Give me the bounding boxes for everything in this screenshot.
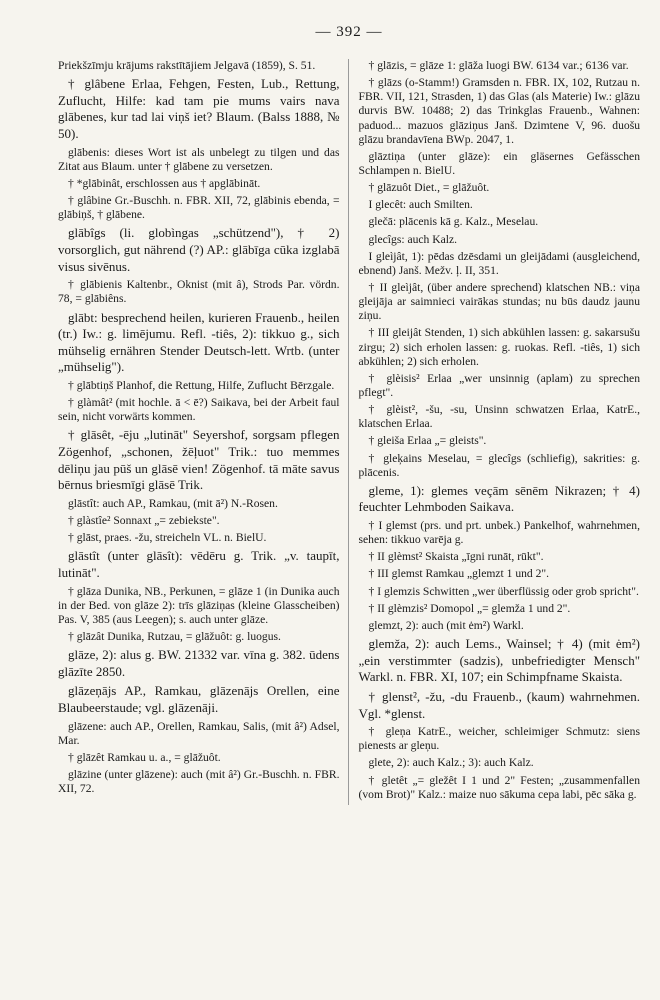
dictionary-entry: † glenst², -žu, -du Frauenb., (kaum) wahrnehmen. Vgl. *glenst. bbox=[358, 688, 640, 721]
dictionary-entry: † glèisis² Erlaa „wer unsinnig (aplam) zu sprechen pflegt". bbox=[358, 371, 640, 399]
dictionary-entry: I gleìjât, 1): pēdas dzēsdami un gleijādami (ausgleichend, ebnend) Janš. Mežv. ļ. II, 351. bbox=[358, 249, 640, 277]
dictionary-entry: † gleņa KatrE., weicher, schleimiger Schmutz: siens pienests ar gleņu. bbox=[358, 725, 640, 753]
page-number: — 392 — bbox=[315, 24, 383, 40]
dictionary-entry: glāstît: auch AP., Ramkau, (mit ā²) N.-Rosen. bbox=[68, 496, 278, 510]
dictionary-entry: † gleķains Meselau, = glecîgs (schliefig), sakrities: g. plācenis. bbox=[358, 451, 640, 479]
dictionary-entry: † glāzêt Ramkau u. a., = glāžuôt. bbox=[68, 750, 221, 764]
dictionary-entry: glāze, 2): alus g. BW. 21332 var. vīna g. 382. ūdens glāzīte 2850. bbox=[58, 647, 340, 679]
dictionary-entry: glābenis: dieses Wort ist als unbelegt zu tilgen und das Zitat aus Blaum. unter † glābene zu versetzen. bbox=[58, 145, 340, 173]
dictionary-entry: I glecêt: auch Smilten. bbox=[368, 198, 473, 212]
dictionary-entry: † glâbine Gr.-Buschh. n. FBR. XII, 72, glābinis ebenda, = glābiņš, † glābene. bbox=[58, 194, 340, 222]
right-column bbox=[348, 59, 641, 805]
dictionary-entry: † III glemst Ramkau „glemzt 1 und 2". bbox=[368, 567, 550, 581]
dictionary-entry: † I glemzis Schwitten „wer überflüssig oder grob spricht". bbox=[368, 584, 639, 598]
dictionary-entry: † gleiša Erlaa „= gleists". bbox=[368, 434, 487, 448]
two-column-body bbox=[58, 59, 640, 805]
dictionary-entry: † glāzuôt Diet., = glāžuôt. bbox=[368, 181, 490, 195]
dictionary-entry: † III gleijât Stenden, 1) sich abkühlen lassen: g. sakarsušu zirgu; 2) sich erholen lassen: g. ruokas. Refl. -tiês, 1) sich abkühlen; 2) sich erholen. bbox=[358, 326, 640, 368]
dictionary-entry: † glābienis Kaltenbr., Oknist (mit â), Strods Par. vördn. 78, = glābiêns. bbox=[58, 278, 340, 306]
dictionary-entry: † II glèmzis² Domopol „= glemža 1 und 2". bbox=[368, 601, 571, 615]
dictionary-entry: † II gleìjât, (über andere sprechend) klatschen NB.: viņa gleijāja ar saimnieci vairākas stundas; nu būs daudz jaunu ziņu. bbox=[358, 280, 640, 323]
dictionary-entry: glāzeņājs AP., Ramkau, glāzenājs Orellen, eine Blaubeerstaude; vgl. glāzenāji. bbox=[58, 683, 340, 716]
dictionary-entry: † glābtiņš Planhof, die Rettung, Hilfe, Zuflucht Bērzgale. bbox=[68, 379, 335, 392]
dictionary-entry: † glàmât² (mit hochle. ā < ē?) Saikava, bei der Arbeit faul sein, nicht vorwärts kommen. bbox=[58, 396, 340, 424]
dictionary-entry: glāzine (unter glāzene): auch (mit â²) Gr.-Buschh. n. FBR. XII, 72. bbox=[58, 768, 340, 796]
dictionary-entry: † *glābinât, erschlossen aus † apglābināt. bbox=[68, 176, 261, 190]
left-column bbox=[58, 59, 348, 805]
dictionary-entry: glāztiņa (unter glāze): ein gläsernes Gefässchen Schlampen n. BielU. bbox=[358, 149, 640, 177]
dictionary-entry: † glàstîe² Sonnaxt „= zebiekste". bbox=[68, 514, 220, 528]
dictionary-entry: † glāzis, = glāze 1: glāža luogi BW. 6134 var.; 6136 var. bbox=[368, 59, 629, 72]
dictionary-entry: gleme, 1): glemes veçām sēnēm Nikrazen; † 4) feuchter Lehmboden Saikava. bbox=[358, 482, 640, 515]
dictionary-entry: † glāst, praes. -žu, streicheln VL. n. BielU. bbox=[68, 531, 267, 545]
dictionary-entry: † gletêt „= gležêt I 1 und 2" Festen; „zusammenfallen (vom Brot)" Kalz.: maize nuo sākuma cepa labi, pēc sāka g. bbox=[358, 773, 640, 801]
dictionary-entry: glābt: besprechend heilen, kurieren Frauenb., heilen (tr.) Iw.: g. limējumu. Refl. -tiês, 2): tikkuo g., sich mühselig ernähren Stender Deutsch-lett. Wrtb. (unter „mühselig"). bbox=[58, 309, 340, 375]
dictionary-entry: † glāsêt, -ēju „lutināt" Seyershof, sorgsam pflegen Zögenhof, „schonen, žēļuot" Trik.: tuo memmes dēliņu jau pūš un glāsē vien! Zögenhof. tā māte savus bērnus briesmīgi glāsē Trik. bbox=[58, 427, 340, 493]
dictionary-entry: Priekšzīmju krājums rakstītājiem Jelgavā (1859), S. 51. bbox=[58, 59, 316, 72]
dictionary-entry: glāstît (unter glāsît): vēdēru g. Trik. „v. taupīt, lutināt". bbox=[58, 548, 340, 580]
dictionary-entry: † glâbene Erlaa, Fehgen, Festen, Lub., Rettung, Zuflucht, Hilfe: kad tam pie mums vairs nava glābenes, kur tad lai viņš iet? Blaum. (Balss 1888, № 50). bbox=[58, 76, 340, 142]
dictionary-entry: glete, 2): auch Kalz.; 3): auch Kalz. bbox=[368, 756, 534, 770]
dictionary-entry: † glāzât Dunika, Rutzau, = glāžuôt: g. luogus. bbox=[68, 630, 281, 644]
dictionary-entry: † glāza Dunika, NB., Perkunen, = glāze 1 (in Dunika auch in der Bed. von glāze 2): trīs glāziņas (kleine Glasscheiben) Pas. V, 385 (aus Leegen); s. auch unter glāze. bbox=[58, 584, 340, 626]
dictionary-entry: glābîgs (li. globìngas „schützend"), † 2) vorsorglich, gut nährend (?) AP.: glābīga cūka izglabā visus sivēnus. bbox=[58, 225, 340, 274]
dictionary-entry: glemzt, 2): auch (mit ėm²) Warkl. bbox=[368, 618, 524, 632]
dictionary-entry: † II glèmst² Skaista „īgni runāt, rūkt". bbox=[368, 550, 544, 564]
dictionary-entry: glemža, 2): auch Lems., Wainsel; † 4) (mit ėm²) „ein verstimmter (sadzis), unbefriedigter Mensch" Warkl. n. FBR. XI, 107; ein Schimpfname Skaista. bbox=[358, 636, 640, 685]
dictionary-entry: † glèist², -šu, -su, Unsinn schwatzen Erlaa, KatrE., klatschen Erlaa. bbox=[358, 403, 640, 431]
dictionary-entry: † I glemst (prs. und prt. unbek.) Pankelhof, wahrnehmen, sehen: tikkuo varēja g. bbox=[358, 519, 640, 547]
dictionary-entry: glečā: plācenis kā g. Kalz., Meselau. bbox=[368, 215, 539, 229]
dictionary-entry: † glāzs (o-Stamm!) Gramsden n. FBR. IX, 102, Rutzau n. FBR. VII, 121, Strasden, 1) das Glas (als Materie) Iw.: glāzu durvis BW. 10488; 2) das Trinkglas Frauenb., Wahnen: paduod... mazuos glāziņus Janš. Dzimtene V, 96. duošu glāzu brandavīena BWp. 2047, 1. bbox=[358, 76, 640, 146]
dictionary-entry: glāzene: auch AP., Orellen, Ramkau, Salis, (mit â²) Adsel, Mar. bbox=[58, 719, 340, 747]
dictionary-entry: glecîgs: auch Kalz. bbox=[368, 232, 458, 246]
